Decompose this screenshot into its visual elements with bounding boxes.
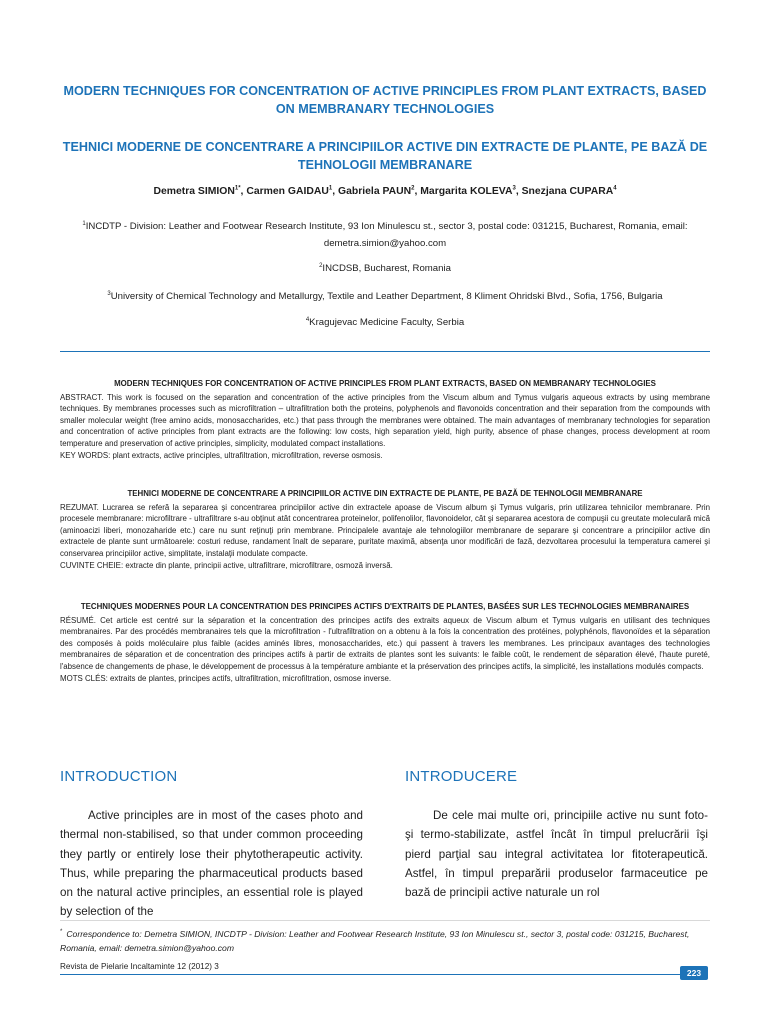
intro-en-heading: INTRODUCTION	[60, 768, 178, 785]
footer-divider	[60, 974, 700, 975]
page-number: 223	[680, 966, 708, 980]
abstract-fr-keywords: MOTS CLÉS: extraits de plantes, principes actifs, ultrafiltration, microfiltration, osmose inverse.	[60, 673, 392, 683]
author-affiliation-mark: 1	[328, 185, 333, 192]
intro-ro-text: De cele mai multe ori, principiile active nu sunt foto- şi termo-stabilizate, astfel încât în timpul prelucrării îşi pierd parţial sau integral activitatea lor fitoterapeutică. Astfel, în timpul preparării produselor farmaceutice pe bază de principii active naturale un rol	[405, 809, 708, 900]
abstract-fr	[60, 601, 710, 684]
intro-ro-heading: INTRODUCERE	[405, 768, 518, 785]
abstract-en-text: ABSTRACT. This work is focused on the separation and concentration of the active principles from the Viscum album and Tymus vulgaris aqueous extracts by using membrane techniques. By membranes processes such as microfiltration – ultrafiltration both the proteins, polyphenols and flavonoids concentration and their separation from the compounds with smaller molecular weight (free amino acids, monosaccharides, etc.) that pass through the membranes were obtained. The main advantages of membranary technologies for separation and concentration of active principles from plant extracts are the following: low costs, high separation yield, high purity, absence of phase changes, process development at room temperature and preservation of active principles, simplicity, modulated compact installations.	[60, 392, 710, 448]
intro-en-text: Active principles are in most of the cases photo and thermal non-stabilised, so that under common proceeding they partly or entirely lose their phytotherapeutic activity. Thus, while preparing the pharmaceutical products based on the natural active principles, an essential role is played by selection of the	[60, 809, 363, 919]
author-name: Snezjana CUPARA	[521, 186, 614, 197]
author-name: Carmen GAIDAU	[246, 186, 329, 197]
abstract-fr-heading: TECHNIQUES MODERNES POUR LA CONCENTRATION DES PRINCIPES ACTIFS D'EXTRAITS DE PLANTES, BASÉES SUR LES TECHNOLOGIES MEMBRANAIRES	[80, 602, 690, 611]
author-affiliation-mark: 1*	[234, 185, 241, 192]
journal-citation: Revista de Pielarie Incaltaminte 12 (2012) 3	[60, 962, 219, 971]
affiliation-4: $^4$Kragujevac Medicine Faculty, Serbia	[305, 316, 465, 328]
abstract-en	[60, 378, 710, 461]
abstract-ro-text: REZUMAT. Lucrarea se referă la separarea şi concentrarea principiilor active din extractele apoase de Viscum album şi Tymus vulgaris, prin utilizarea tehnicilor membranare. Prin procesele membranare: microfiltrare - ultrafiltrare s-au obţinut atât concentrarea proteinelor, polifenolilor, flavonoidelor, cât şi separarea acestora de compuşii cu greutate moleculară mică (aminoacizi liberi, monozaharide etc.) care nu sunt reţinuţi prin membrane. Principalele avantaje ale tehnologiilor membranare de separare şi concentrare a principiilor active din extractele de plante sunt următoarele: costuri reduse, randament înalt de separare, puritate maximă, absenţa unor modificări de fază, dezvoltarea procesului la temperatura camerei şi conservarea principiilor active, simplitate, instalaţii modulate compacte.	[60, 502, 710, 558]
author-list: Demetra $SIMION^{1*}$, Carmen GAIDAU$^1$, Gabriela PAUN$^2$, Margarita KOLEVA$^3$, Snezjana CUPARA$^4$	[153, 185, 617, 197]
title-block	[60, 82, 710, 174]
author-name: Margarita KOLEVA	[420, 186, 513, 197]
header-divider	[60, 351, 710, 352]
abstract-en-heading: MODERN TECHNIQUES FOR CONCENTRATION OF ACTIVE PRINCIPLES FROM PLANT EXTRACTS, BASED ON MEMBRANARY TECHNOLOGIES	[114, 379, 656, 388]
abstract-en-keywords: KEY WORDS: plant extracts, active principles, ultrafiltration, microfiltration, reverse osmosis.	[60, 450, 383, 460]
affiliation-2: $^2$INCDSB, Bucharest, Romania	[319, 262, 451, 274]
affiliation-3: $^3$University of Chemical Technology and Metallurgy, Textile and Leather Department, 8 Kliment Ohridski Blvd., Sofia, 1756, Bulgaria	[107, 290, 663, 302]
correspondence-footnote: * Correspondence to: Demetra SIMION, INCDTP - Division: Leather and Footwear Research Institute, 93 Ion Minulescu st., sector 3, postal code: 031215, Bucharest, Romania, email: demetra.simion@yahoo.com	[60, 928, 690, 953]
abstract-ro-keywords: CUVINTE CHEIE: extracte din plante, principii active, ultrafiltrare, microfiltrare, osmoză inversă.	[60, 560, 393, 570]
author-affiliation-mark: 2	[411, 185, 415, 192]
footnote-divider	[60, 920, 710, 921]
author-affiliation-mark: 3	[512, 185, 516, 192]
author-name: Demetra SIMION	[153, 186, 235, 197]
title-ro: TEHNICI MODERNE DE CONCENTRARE A PRINCIPIILOR ACTIVE DIN EXTRACTE DE PLANTE, PE BAZĂ DE TEHNOLOGII MEMBRANARE	[62, 140, 708, 172]
abstract-ro-heading: TEHNICI MODERNE DE CONCENTRARE A PRINCIPIILOR ACTIVE DIN EXTRACTE DE PLANTE, PE BAZĂ DE TEHNOLOGII MEMBRANARE	[127, 489, 643, 498]
author-name: Gabriela PAUN	[338, 186, 412, 197]
affiliation-1: $^1$INCDTP - Division: Leather and Footwear Research Institute, 93 Ion Minulescu st., sector 3, postal code: 031215, Bucharest, Romania, email: demetra.simion@yahoo.com	[82, 220, 688, 249]
title-en: MODERN TECHNIQUES FOR CONCENTRATION OF ACTIVE PRINCIPLES FROM PLANT EXTRACTS, BASED ON MEMBRANARY TECHNOLOGIES	[63, 84, 707, 116]
abstract-ro	[60, 488, 710, 571]
author-affiliation-mark: 4	[613, 185, 617, 192]
abstract-fr-text: RÉSUMÉ. Cet article est centré sur la séparation et la concentration des principes actifs des extraits aqueux de Viscum album et Tymus vulgaris en utilisant des techniques membranaires. Par des procédés membranaires tels que la microfiltration - l'ultrafiltration on a obtenu à la fois la concentration des protéines, polyphénols, flavonoïdes et la séparation des composés à poids moléculaire plus faible (acides aminés libres, monosaccharides, etc.) qui passent à travers les membranes. Les principaux avantages des technologies membranaires de séparation et de concentration des principes actifs à partir de extraits de plantes sont les suivants: le faible coût, le rendement de séparation élevé, l'haute pureté, l'absence de changements de phase, le développement de processus à la température ambiante et la préservation des principes actifs, la simplicité, les installations modulés compacts.	[60, 615, 710, 671]
